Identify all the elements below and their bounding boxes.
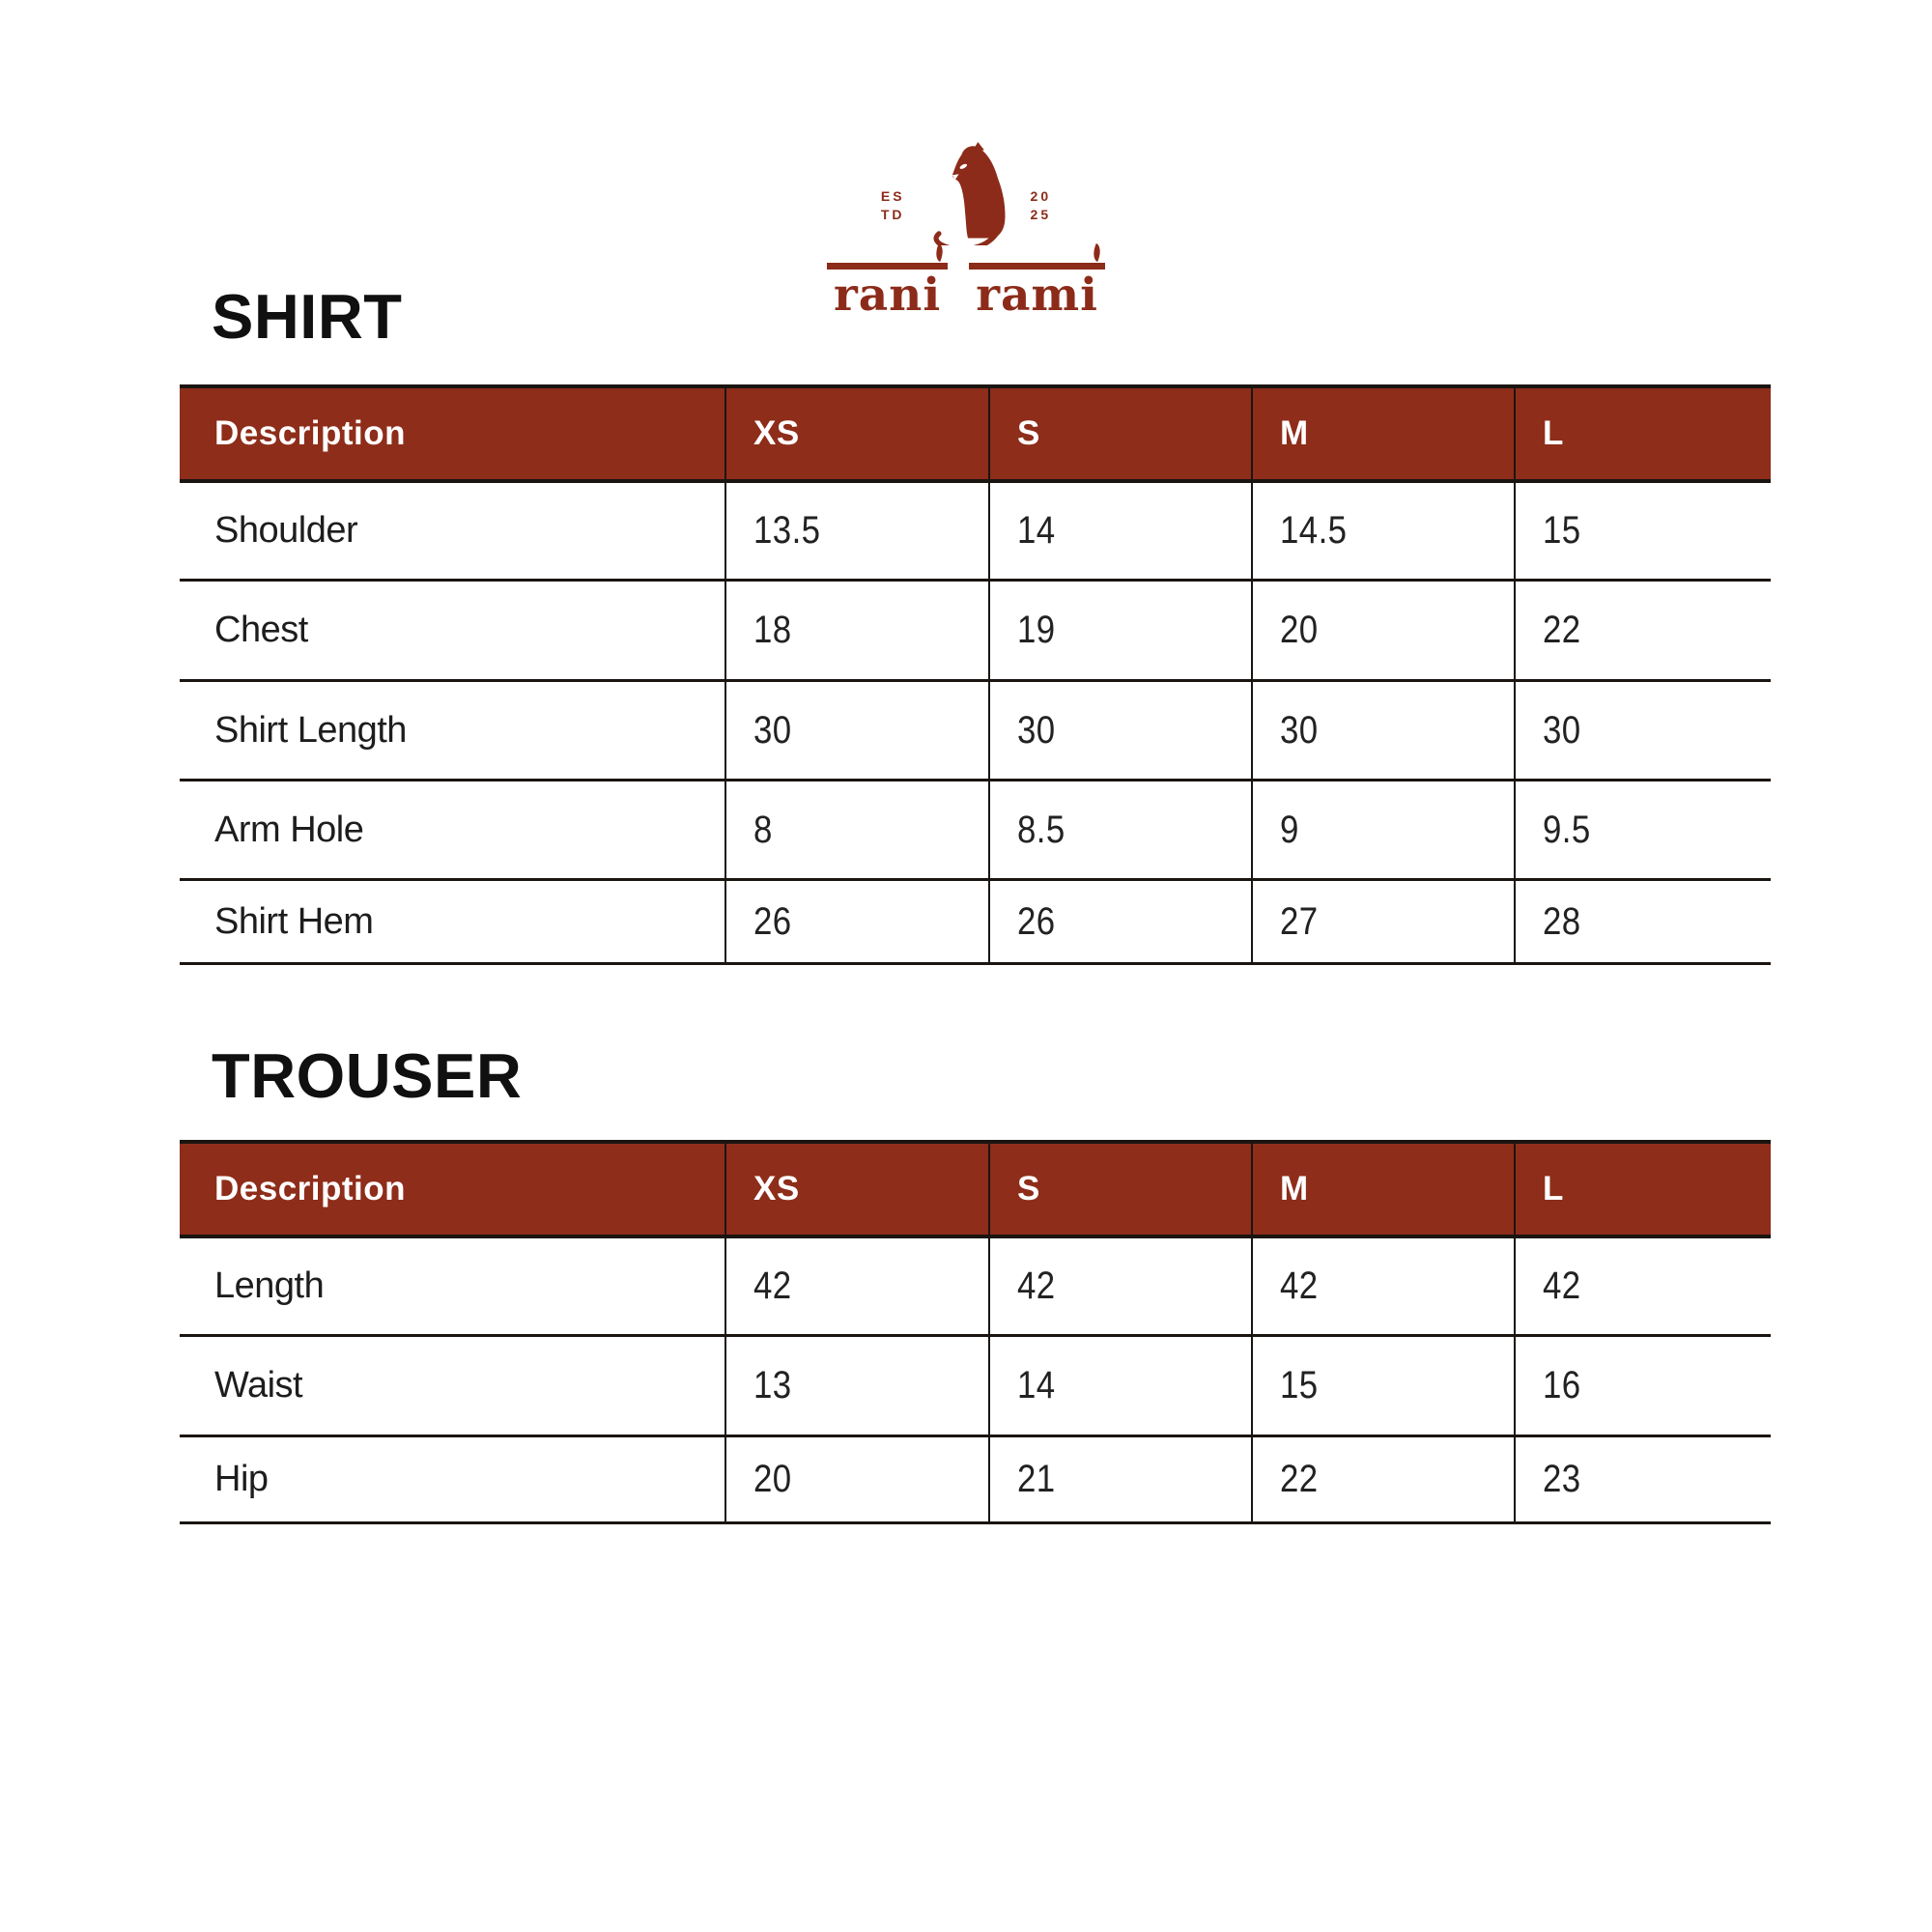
wordmark-word-1: rani [827, 263, 948, 319]
row-label: Chest [214, 610, 308, 650]
cell-value: 21 [988, 1437, 1251, 1521]
estd-right-text [1031, 187, 1052, 224]
row-label: Length [214, 1265, 325, 1306]
trouser-size-table [180, 1140, 1771, 1524]
brand-wordmark [827, 263, 1105, 322]
cell-value: 30 [988, 682, 1251, 779]
table-row-shirt-length [180, 682, 1771, 781]
cell-value: 8 [724, 781, 988, 878]
cell-value: 28 [1514, 881, 1771, 962]
wordmark-word-2: rami [969, 263, 1105, 319]
row-label: Shoulder [214, 510, 358, 551]
logo-emblem-row [881, 141, 1051, 245]
table-row-shoulder [180, 483, 1771, 582]
table-row-hip [180, 1437, 1771, 1524]
cell-value: 42 [988, 1238, 1251, 1334]
cell-value: 13.5 [724, 483, 988, 579]
cell-value: 14.5 [1251, 483, 1514, 579]
cell-value: 22 [1514, 582, 1771, 679]
header-cell-m: M [1251, 1144, 1514, 1235]
header-cell-description: Description [214, 414, 407, 452]
header-cell-description: Description [214, 1170, 407, 1208]
shirt-section-title: SHIRT [212, 281, 403, 352]
cell-value: 42 [1251, 1238, 1514, 1334]
cell-value: 15 [1514, 483, 1771, 579]
table-row-shirt-hem [180, 881, 1771, 965]
table-row-length [180, 1238, 1771, 1337]
row-label: Shirt Length [214, 709, 407, 751]
trouser-table-header-row [180, 1140, 1771, 1238]
cell-value: 42 [724, 1238, 988, 1334]
estd-left-text [881, 187, 905, 224]
cell-value: 16 [1514, 1337, 1771, 1435]
table-row-arm-hole [180, 781, 1771, 881]
cell-value: 14 [988, 483, 1251, 579]
cell-value: 14 [988, 1337, 1251, 1435]
header-cell-s: S [988, 1144, 1251, 1235]
cell-value: 30 [724, 682, 988, 779]
cell-value: 8.5 [988, 781, 1251, 878]
cell-value: 30 [1251, 682, 1514, 779]
cell-value: 23 [1514, 1437, 1771, 1521]
row-label: Arm Hole [214, 809, 364, 850]
estd-line-2: TD [880, 207, 905, 223]
estd-line-3: 20 [1030, 188, 1052, 205]
cell-value: 18 [724, 582, 988, 679]
accent-leaf-icon [932, 243, 947, 262]
tiger-body [952, 146, 1005, 238]
tiger-icon [923, 141, 1013, 245]
shirt-size-table [180, 384, 1771, 965]
header-cell-s: S [988, 388, 1251, 479]
cell-value: 15 [1251, 1337, 1514, 1435]
cell-value: 42 [1514, 1238, 1771, 1334]
cell-value: 9.5 [1514, 781, 1771, 878]
cell-value: 20 [1251, 582, 1514, 679]
cell-value: 26 [724, 881, 988, 962]
cell-value: 22 [1251, 1437, 1514, 1521]
table-row-chest [180, 582, 1771, 682]
header-cell-l: L [1514, 1144, 1771, 1235]
row-label: Hip [214, 1459, 269, 1499]
header-cell-m: M [1251, 388, 1514, 479]
header-cell-xs: XS [724, 388, 988, 479]
cell-value: 26 [988, 881, 1251, 962]
header-cell-l: L [1514, 388, 1771, 479]
estd-line-4: 25 [1030, 207, 1052, 223]
table-row-waist [180, 1337, 1771, 1437]
cell-value: 19 [988, 582, 1251, 679]
accent-leaf-icon [1090, 243, 1104, 262]
row-label: Waist [214, 1365, 303, 1406]
cell-value: 27 [1251, 881, 1514, 962]
cell-value: 20 [724, 1437, 988, 1521]
estd-line-1: ES [880, 188, 905, 205]
row-label: Shirt Hem [214, 900, 374, 942]
shirt-table-header-row [180, 384, 1771, 483]
cell-value: 9 [1251, 781, 1514, 878]
cell-value: 13 [724, 1337, 988, 1435]
cell-value: 30 [1514, 682, 1771, 779]
header-cell-xs: XS [724, 1144, 988, 1235]
trouser-section-title: TROUSER [212, 1040, 523, 1111]
